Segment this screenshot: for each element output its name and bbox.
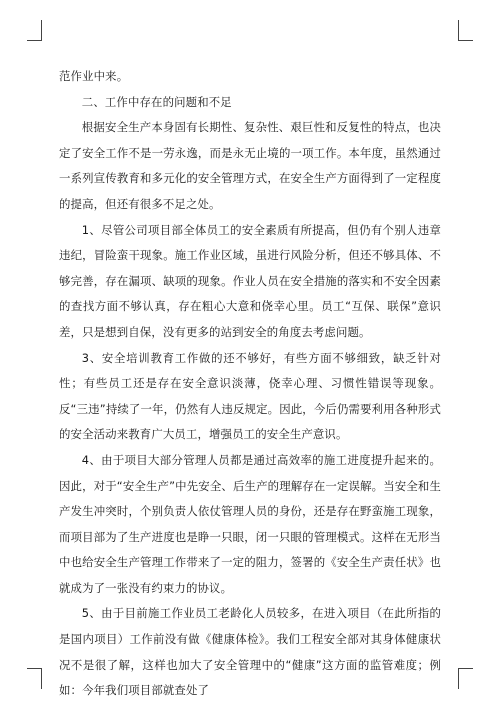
document-body: [59, 64, 441, 704]
paragraph-item-3: 3、安全培训教育工作做的还不够好，有些方面不够细致，缺乏针对性；有些员工还是存在安全意识淡薄，侥幸心理、习惯性错误等现象。反“三违”持续了一年，仍然有人违反规定。因此，今后仍需要利用各种形式的安全活动来教育广大员工，增强员工的安全生产意识。: [59, 350, 441, 442]
crop-mark-bottom-right: [458, 668, 473, 689]
crop-mark-bottom-left: [27, 668, 42, 689]
paragraph-intro: 根据安全生产本身固有长期性、复杂性、艰巨性和反复性的特点，也决定了安全工作不是一劳永逸，而是永无止境的一项工作。本年度，虽然通过一系列宣传教育和多元化的安全管理方式，在安全生产方面得到了一定程度的提高，但还有很多不足之处。: [59, 120, 441, 211]
crop-mark-top-right: [458, 20, 473, 41]
paragraph-item-1: 1、尽管公司项目部全体员工的安全素质有所提高，但仍有个别人违章违纪，冒险蛮干现象。施工作业区域，虽进行风险分析，但还不够具体、不够完善，存在漏项、缺项的现象。作业人员在安全措施的落实和不安全因素的查找方面不够认真，存在粗心大意和侥幸心里。员工“互保、联保”意识差，只是想到自保，没有更多的站到安全的角度去考虑问题。: [59, 222, 441, 339]
crop-mark-top-left: [27, 20, 42, 41]
paragraph-continuation: 范作业中来。: [59, 69, 129, 83]
section-heading: 二、工作中存在的问题和不足: [81, 94, 232, 109]
paragraph-item-5: 5、由于目前施工作业员工老龄化人员较多，在进入项目（在此所指的是国内项目）工作前没有做《健康体检》。我们工程安全部对其身体健康状况不是很了解，这样也加大了安全管理中的“健康”这方面的监管难度；例如：今年我们项目部就查处了: [59, 606, 441, 698]
paragraph-item-4: 4、由于项目大部分管理人员都是通过高效率的施工进度提升起来的。因此，对于“安全生产”中先安全、后生产的理解存在一定误解。当安全和生产发生冲突时，个别负责人依仗管理人员的身份，还是存在野蛮施工现象，而项目部为了生产进度也是睁一只眼，闭一只眼的管理模式。这样在无形当中也给安全生产管理工作带来了一定的阻力，签署的《安全生产责任状》也就成为了一张没有约束力的协议。: [59, 452, 441, 595]
